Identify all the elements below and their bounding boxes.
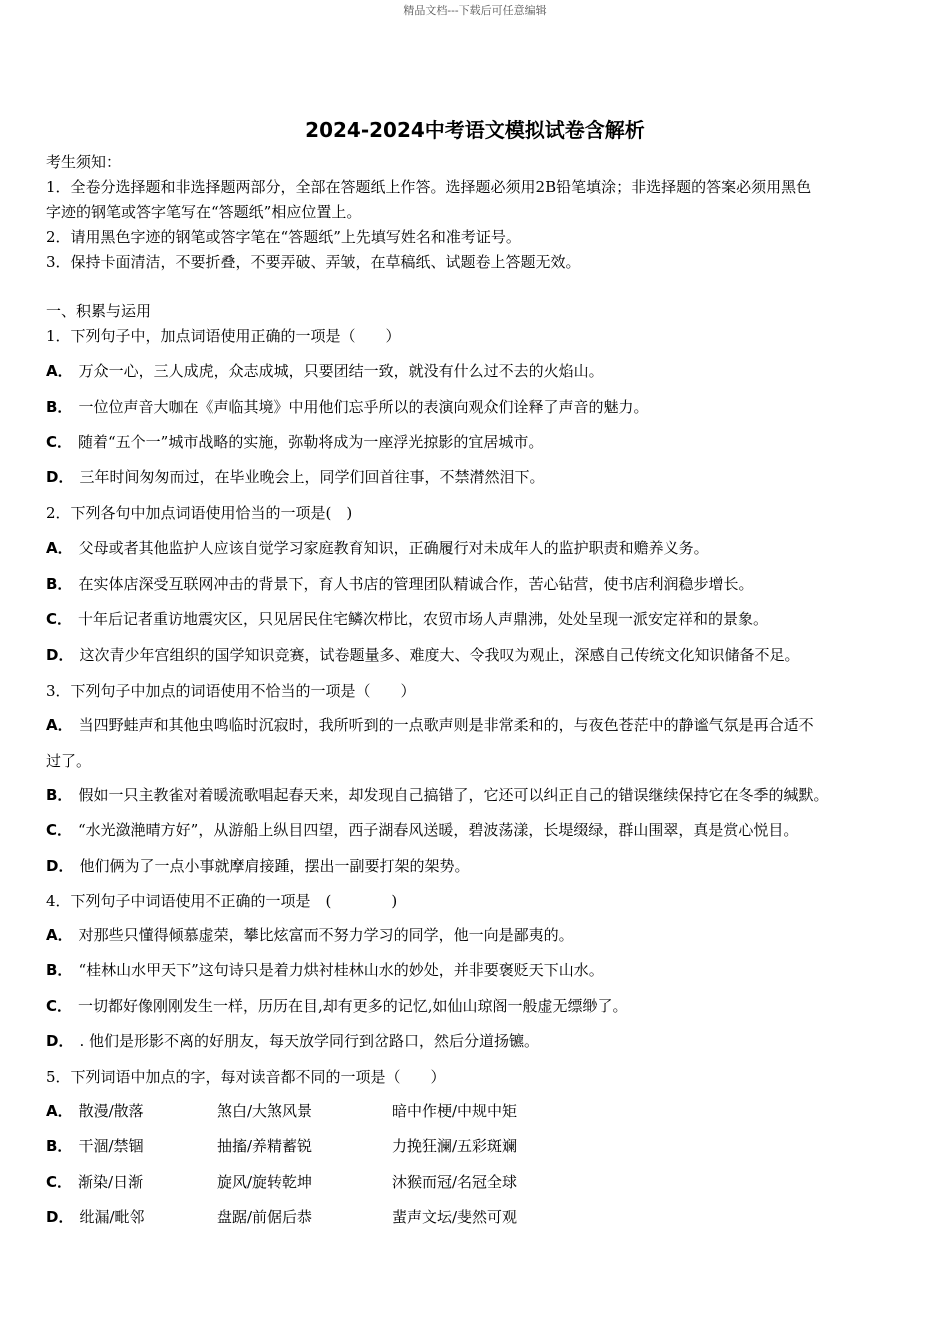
option-label: D． <box>46 1208 74 1226</box>
option-label: C． <box>46 821 73 839</box>
option-label: A． <box>46 362 73 380</box>
option-a <box>46 538 709 558</box>
option-a <box>46 715 814 735</box>
option-a-col3: 暗中作梗/中规中矩 <box>392 1102 518 1120</box>
option-a <box>46 361 604 381</box>
option-label: A． <box>46 1102 73 1120</box>
option-b-col3: 力挽狂澜/五彩斑斓 <box>392 1137 518 1155</box>
option-c <box>46 609 768 629</box>
option-label: A． <box>46 539 73 557</box>
option-a <box>46 925 574 945</box>
option-text: “水光潋滟晴方好”，从游船上纵目四望，西子湖春风送暖，碧波荡漾，长堤缀绿，群山围翠，真是赏心悦目。 <box>78 821 799 839</box>
option-c <box>46 996 628 1016</box>
option-c <box>46 432 543 452</box>
option-text: . 他们是形影不离的好朋友，每天放学同行到岔路口，然后分道扬镳。 <box>79 1032 539 1050</box>
question-stem: 3．下列句子中加点的词语使用不恰当的一项是（ ） <box>46 682 416 700</box>
option-text: 万众一心，三人成虎，众志成城，只要团结一致，就没有什么过不去的火焰山。 <box>78 362 604 380</box>
notice-item: 2．请用黑色字迹的钢笔或答字笔在“答题纸”上先填写姓名和准考证号。 <box>46 228 521 246</box>
option-label: D． <box>46 468 74 486</box>
option-d <box>46 467 544 487</box>
option-d <box>46 856 469 876</box>
option-d-col2: 盘踞/前倨后恭 <box>217 1208 313 1226</box>
option-d-col1 <box>46 1207 145 1227</box>
option-b <box>46 397 648 417</box>
option-text: 随着“五个一”城市战略的实施，弥勒将成为一座浮光掠影的宜居城市。 <box>78 433 544 451</box>
option-label: B． <box>46 398 73 416</box>
page-header: 精品文档---下载后可任意编辑 <box>403 4 547 17</box>
option-b-col1 <box>46 1136 144 1156</box>
question-stem: 5．下列词语中加点的字，每对读音都不同的一项是（ ） <box>46 1068 446 1086</box>
option-text: 在实体店深受互联网冲击的背景下，育人书店的管理团队精诚合作，苦心钻营，使书店利润稳步增长。 <box>78 575 754 593</box>
option-b <box>46 574 753 594</box>
notice-item: 3．保持卡面清洁，不要折叠，不要弄破、弄皱，在草稿纸、试题卷上答题无效。 <box>46 253 581 271</box>
option-label: C． <box>46 997 73 1015</box>
option-text: 一切都好像刚刚发生一样，历历在目,却有更多的记忆,如仙山琼阁一般虚无缥缈了。 <box>78 997 628 1015</box>
option-text: 对那些只懂得倾慕虚荣，攀比炫富而不努力学习的同学，他一向是鄙夷的。 <box>78 926 574 944</box>
option-text: “桂林山水甲天下”这句诗只是着力烘衬桂林山水的妙处，并非要褒贬天下山水。 <box>78 961 604 979</box>
notice-item: 1．全卷分选择题和非选择题两部分，全部在答题纸上作答。选择题必须用2B铅笔填涂；非选择题的答案必须用黑色 <box>46 178 812 196</box>
option-text: 十年后记者重访地震灾区，只见居民住宅鳞次栉比，农贸市场人声鼎沸，处处呈现一派安定祥和的景象。 <box>78 610 769 628</box>
option-c-col3: 沐猴而冠/名冠全球 <box>392 1173 518 1191</box>
notice-item: 字迹的钢笔或答字笔写在“答题纸”相应位置上。 <box>46 203 362 221</box>
option-d <box>46 645 799 665</box>
option-text: 父母或者其他监护人应该自觉学习家庭教育知识，正确履行对未成年人的监护职责和赡养义务。 <box>78 539 709 557</box>
notice-heading: 考生须知： <box>46 153 122 171</box>
option-text: 这次青少年宫组织的国学知识竞赛，试卷题量多、难度大、令我叹为观止，深感自己传统文化知识储备不足。 <box>79 646 800 664</box>
option-label: C． <box>46 610 73 628</box>
option-a-col1 <box>46 1101 144 1121</box>
option-label: C． <box>46 1173 73 1191</box>
option-b <box>46 960 604 980</box>
option-label: B． <box>46 961 73 979</box>
option-label: D． <box>46 646 74 664</box>
option-c-col2: 旋风/旋转乾坤 <box>217 1173 313 1191</box>
option-c <box>46 820 798 840</box>
question-stem: 2．下列各句中加点词语使用恰当的一项是( ) <box>46 504 353 522</box>
option-word: 散漫/散落 <box>78 1102 144 1120</box>
option-label: D． <box>46 857 74 875</box>
option-label: B． <box>46 786 73 804</box>
option-word: 纰漏/毗邻 <box>79 1208 145 1226</box>
question-stem: 4．下列句子中词语使用不正确的一项是 ( ) <box>46 892 398 910</box>
option-d-col3: 蜚声文坛/斐然可观 <box>392 1208 518 1226</box>
page-title: 2024-2024中考语文模拟试卷含解析 <box>305 118 645 142</box>
section-heading: 一、积累与运用 <box>46 302 152 320</box>
option-label: A． <box>46 926 73 944</box>
option-text: 假如一只主教雀对着暖流歌唱起春天来，却发现自己搞错了，它还可以纠正自己的错误继续保持它在冬季的缄默。 <box>78 786 829 804</box>
question-stem: 1．下列句子中，加点词语使用正确的一项是（ ） <box>46 327 401 345</box>
option-a-continued: 过了。 <box>46 752 92 770</box>
option-b <box>46 785 828 805</box>
option-label: B． <box>46 1137 73 1155</box>
option-b-col2: 抽搐/养精蓄锐 <box>217 1137 313 1155</box>
option-label: A． <box>46 716 73 734</box>
option-label: C． <box>46 433 73 451</box>
option-word: 干涸/禁锢 <box>78 1137 144 1155</box>
option-text: 当四野蛙声和其他虫鸣临时沉寂时，我所听到的一点歌声则是非常柔和的，与夜色苍茫中的静谧气氛是再合适不 <box>78 716 814 734</box>
option-d <box>46 1031 539 1051</box>
option-word: 渐染/日渐 <box>78 1173 144 1191</box>
option-a-col2: 煞白/大煞风景 <box>217 1102 313 1120</box>
option-text: 他们俩为了一点小事就摩肩接踵，摆出一副要打架的架势。 <box>79 857 470 875</box>
option-label: D． <box>46 1032 74 1050</box>
option-text: 一位位声音大咖在《声临其境》中用他们忘乎所以的表演向观众们诠释了声音的魅力。 <box>78 398 649 416</box>
option-label: B． <box>46 575 73 593</box>
option-text: 三年时间匆匆而过，在毕业晚会上，同学们回首往事，不禁潸然泪下。 <box>79 468 545 486</box>
option-c-col1 <box>46 1172 143 1192</box>
